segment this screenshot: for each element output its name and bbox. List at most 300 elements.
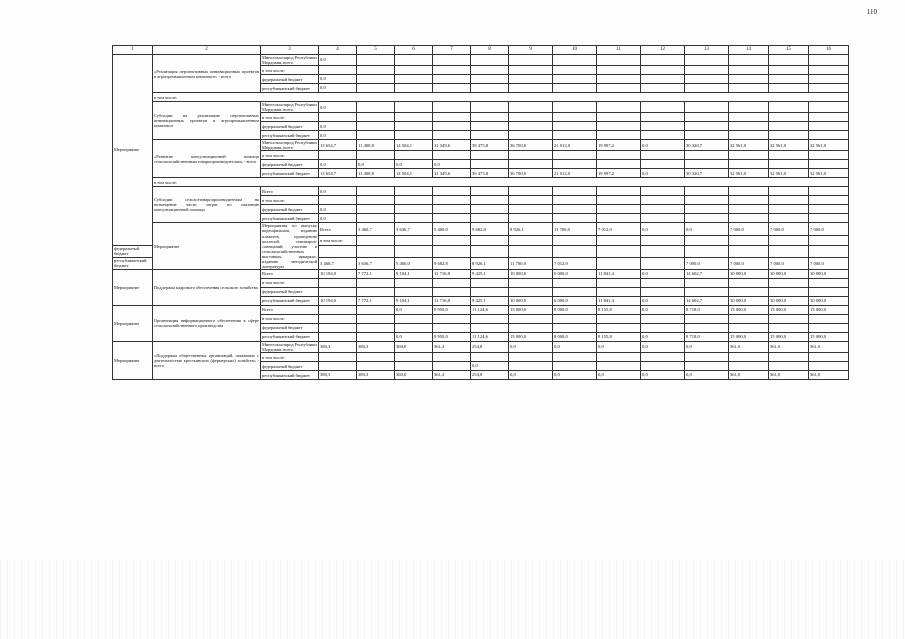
value-cell	[553, 287, 597, 296]
value-cell	[597, 113, 641, 122]
value-cell	[553, 278, 597, 287]
value-cell	[729, 362, 769, 371]
value-cell: 11 700,0	[509, 257, 553, 269]
value-cell	[729, 287, 769, 296]
value-cell	[685, 245, 729, 257]
value-cell	[433, 235, 471, 245]
table-row	[113, 223, 849, 236]
value-cell	[553, 122, 597, 131]
value-cell	[729, 245, 769, 257]
funding-source: Минсельхозпрод Республики Мордовия, всего	[262, 102, 317, 113]
value-cell	[357, 305, 395, 314]
value-cell	[509, 287, 553, 296]
value-cell: 11 124,6	[471, 332, 509, 341]
row-category: Мероприятие	[113, 341, 153, 379]
value-cell	[597, 187, 641, 196]
value-cell	[597, 314, 641, 323]
value-cell: 0,0	[685, 341, 729, 352]
value-cell	[471, 113, 509, 122]
funding-source: республиканский бюджет	[261, 84, 319, 93]
value-cell	[357, 55, 395, 66]
value-cell	[769, 235, 809, 245]
funding-source: республиканский бюджет	[113, 257, 153, 269]
value-cell: 9 104,1	[395, 269, 433, 278]
measure-name: Субсидии на реализацию перспективных инновационных проектов в агропромышленном комплексе	[153, 102, 261, 140]
value-cell	[641, 287, 685, 296]
value-cell	[357, 278, 395, 287]
value-cell	[809, 362, 849, 371]
value-cell	[553, 131, 597, 140]
value-cell	[553, 314, 597, 323]
funding-source: республиканский бюджет	[261, 169, 319, 178]
value-cell	[509, 214, 553, 223]
column-header: 7	[433, 46, 471, 55]
row-category: Мероприятие	[153, 223, 261, 270]
funding-source: республиканский бюджет	[261, 131, 319, 140]
value-cell: 7 000,0	[809, 223, 849, 236]
value-cell: 15 000,0	[729, 305, 769, 314]
value-cell	[471, 287, 509, 296]
funding-source: федеральный бюджет	[261, 287, 319, 296]
funding-source: Всего	[261, 187, 319, 196]
value-cell	[471, 75, 509, 84]
value-cell	[395, 214, 433, 223]
value-cell: 13 654,7	[319, 140, 357, 151]
value-cell	[641, 151, 685, 160]
value-cell	[809, 122, 849, 131]
value-cell	[471, 151, 509, 160]
value-cell	[433, 187, 471, 196]
value-cell: 254,8	[471, 341, 509, 352]
value-cell: 7 000,0	[809, 257, 849, 269]
value-cell: 0,0	[319, 55, 357, 66]
value-cell: 0,0	[641, 269, 685, 278]
funding-source: республиканский бюджет	[261, 296, 319, 305]
value-cell	[395, 205, 433, 214]
value-cell: 15 000,0	[729, 332, 769, 341]
value-cell	[685, 235, 729, 245]
measure-name: Мероприятия по выпуску видеофильмов, изданию плакатов, проведению коллегий, семинаров-совещаний, участию в сельскохозяйственных выставках, ярмарках, изданию методической литературы	[262, 223, 317, 269]
value-cell: 0,0	[641, 169, 685, 178]
value-cell: 10 000,0	[769, 296, 809, 305]
value-cell	[319, 332, 357, 341]
value-cell	[641, 84, 685, 93]
value-cell	[319, 66, 357, 75]
value-cell	[357, 287, 395, 296]
value-cell	[729, 102, 769, 113]
value-cell: 11 716,8	[433, 269, 471, 278]
value-cell	[319, 353, 357, 362]
value-cell	[553, 160, 597, 169]
value-cell	[597, 323, 641, 332]
value-cell	[769, 113, 809, 122]
value-cell	[809, 151, 849, 160]
value-cell	[685, 113, 729, 122]
value-cell: 30 320,7	[685, 169, 729, 178]
value-cell	[597, 278, 641, 287]
value-cell	[769, 55, 809, 66]
value-cell	[597, 122, 641, 131]
value-cell	[641, 75, 685, 84]
value-cell	[357, 314, 395, 323]
value-cell	[395, 122, 433, 131]
value-cell	[729, 314, 769, 323]
value-cell: 0,0	[553, 371, 597, 380]
value-cell: 7 012,0	[553, 257, 597, 269]
value-cell	[553, 75, 597, 84]
value-cell	[509, 362, 553, 371]
value-cell	[433, 75, 471, 84]
value-cell	[597, 353, 641, 362]
value-cell	[597, 160, 641, 169]
value-cell	[769, 151, 809, 160]
column-header: 11	[597, 46, 641, 55]
value-cell	[433, 113, 471, 122]
value-cell	[319, 287, 357, 296]
value-cell: 19 997,2	[597, 169, 641, 178]
value-cell: 9 425,1	[471, 269, 509, 278]
value-cell	[357, 102, 395, 113]
value-cell	[553, 214, 597, 223]
value-cell	[433, 55, 471, 66]
value-cell	[809, 84, 849, 93]
value-cell: 9 425,1	[471, 296, 509, 305]
value-cell	[553, 323, 597, 332]
value-cell	[509, 131, 553, 140]
value-cell	[641, 66, 685, 75]
column-header: 9	[509, 46, 553, 55]
value-cell: 8 718,0	[685, 305, 729, 314]
row-category: Мероприятие	[113, 269, 153, 305]
value-cell: 0,0	[641, 305, 685, 314]
value-cell	[809, 131, 849, 140]
value-cell	[509, 187, 553, 196]
value-cell	[641, 323, 685, 332]
value-cell: 7 000,0	[685, 257, 729, 269]
funding-source: в том числе:	[261, 314, 319, 323]
value-cell	[597, 66, 641, 75]
column-header: 8	[471, 46, 509, 55]
table-row	[113, 187, 849, 196]
value-cell	[471, 102, 509, 113]
value-cell: 360,0	[395, 341, 433, 352]
value-cell: 0,0	[641, 296, 685, 305]
value-cell	[433, 122, 471, 131]
value-cell: 11 408,8	[357, 140, 395, 151]
funding-source: в том числе:	[319, 235, 357, 245]
value-cell: 8 155,8	[597, 305, 641, 314]
value-cell	[509, 122, 553, 131]
value-cell	[685, 131, 729, 140]
value-cell	[357, 214, 395, 223]
value-cell	[685, 362, 729, 371]
value-cell	[395, 151, 433, 160]
funding-source: в том числе:	[261, 278, 319, 287]
value-cell: 0,0	[319, 131, 357, 140]
table-row	[113, 341, 849, 352]
value-cell	[433, 131, 471, 140]
value-cell: 0,0	[395, 305, 433, 314]
value-cell	[729, 113, 769, 122]
value-cell	[729, 122, 769, 131]
value-cell	[357, 187, 395, 196]
value-cell	[769, 102, 809, 113]
value-cell	[597, 131, 641, 140]
table-row	[113, 178, 849, 187]
column-header: 3	[261, 46, 319, 55]
value-cell	[553, 205, 597, 214]
value-cell	[553, 55, 597, 66]
value-cell: 14 504,1	[395, 140, 433, 151]
value-cell	[553, 151, 597, 160]
value-cell	[357, 353, 395, 362]
funding-source: Минсельхозпрод Республики Мордовия, всего	[262, 55, 317, 66]
value-cell: 380,3	[319, 371, 357, 380]
value-cell	[729, 66, 769, 75]
value-cell	[769, 314, 809, 323]
value-cell: 15 000,0	[769, 332, 809, 341]
value-cell: 10 000,0	[729, 269, 769, 278]
value-cell	[809, 278, 849, 287]
value-cell	[597, 102, 641, 113]
table-header-row	[113, 46, 849, 55]
value-cell: 361,4	[433, 371, 471, 380]
value-cell	[471, 323, 509, 332]
value-cell	[769, 66, 809, 75]
value-cell	[809, 353, 849, 362]
value-cell: 0,0	[319, 122, 357, 131]
value-cell	[471, 245, 509, 257]
value-cell	[319, 245, 357, 257]
value-cell: 7 772,1	[357, 269, 395, 278]
value-cell: 0,0	[641, 140, 685, 151]
value-cell	[685, 353, 729, 362]
value-cell	[357, 151, 395, 160]
value-cell: 3 460,7	[319, 257, 357, 269]
value-cell	[769, 362, 809, 371]
value-cell: 0,0	[319, 160, 357, 169]
value-cell	[357, 205, 395, 214]
value-cell	[729, 196, 769, 205]
funding-source: федеральный бюджет	[261, 323, 319, 332]
value-cell	[395, 278, 433, 287]
table-row	[113, 93, 849, 102]
value-cell	[471, 55, 509, 66]
value-cell	[809, 214, 849, 223]
value-cell: 0,0	[319, 75, 357, 84]
value-cell	[729, 187, 769, 196]
column-header: 4	[319, 46, 357, 55]
measure-name: «Развитие консультационной помощи сельскохозяйственным товаропроизводителям» - всего	[153, 140, 261, 178]
value-cell: 8 718,0	[685, 332, 729, 341]
measure-name: Поддержка кадрового обеспечения сельского хозяйства	[153, 269, 261, 305]
value-cell: 380,3	[357, 371, 395, 380]
value-cell: 7 000,0	[729, 223, 769, 236]
value-cell	[729, 160, 769, 169]
value-cell: 7 000,0	[769, 257, 809, 269]
value-cell	[509, 245, 553, 257]
value-cell	[553, 235, 597, 245]
column-header: 12	[641, 46, 685, 55]
value-cell: 0,0	[395, 160, 433, 169]
value-cell: 0,0	[395, 332, 433, 341]
value-cell: 8 926,1	[509, 223, 553, 236]
value-cell: 13 654,7	[319, 169, 357, 178]
value-cell	[509, 55, 553, 66]
value-cell	[433, 84, 471, 93]
funding-source: в том числе:	[261, 113, 319, 122]
row-category: в том числе:	[153, 93, 849, 102]
value-cell	[597, 151, 641, 160]
value-cell	[641, 196, 685, 205]
value-cell	[641, 353, 685, 362]
funding-source: федеральный бюджет	[261, 75, 319, 84]
value-cell: 361,0	[809, 341, 849, 352]
value-cell: 32 561,0	[809, 140, 849, 151]
value-cell	[509, 84, 553, 93]
value-cell	[729, 205, 769, 214]
value-cell: 36 700,0	[509, 140, 553, 151]
value-cell: 21 012,0	[553, 169, 597, 178]
value-cell	[395, 113, 433, 122]
value-cell	[641, 278, 685, 287]
funding-source: Всего	[261, 269, 319, 278]
value-cell	[553, 187, 597, 196]
value-cell: 10 000,0	[809, 296, 849, 305]
value-cell	[685, 205, 729, 214]
value-cell	[685, 84, 729, 93]
value-cell	[553, 113, 597, 122]
value-cell	[319, 278, 357, 287]
table-row	[113, 305, 849, 314]
value-cell	[809, 113, 849, 122]
value-cell	[357, 84, 395, 93]
funding-source: в том числе:	[261, 196, 319, 205]
funding-source: Всего	[319, 223, 357, 236]
value-cell	[597, 55, 641, 66]
value-cell	[769, 353, 809, 362]
value-cell	[471, 84, 509, 93]
value-cell: 11 124,6	[471, 305, 509, 314]
value-cell: 15 000,0	[509, 332, 553, 341]
value-cell	[395, 102, 433, 113]
value-cell: 0,0	[641, 371, 685, 380]
value-cell	[729, 214, 769, 223]
value-cell	[553, 102, 597, 113]
value-cell	[471, 278, 509, 287]
column-header: 14	[729, 46, 769, 55]
value-cell	[471, 214, 509, 223]
measure-name: «Поддержка общественных организаций, связанных с деятельностью крестьянских (фермерских) хозяйств» - всего	[153, 341, 261, 379]
value-cell	[509, 102, 553, 113]
value-cell: 0,0	[597, 341, 641, 352]
value-cell	[357, 332, 395, 341]
value-cell	[809, 55, 849, 66]
value-cell	[641, 160, 685, 169]
value-cell: 8 155,8	[597, 332, 641, 341]
value-cell: 31 349,6	[433, 140, 471, 151]
value-cell	[809, 102, 849, 113]
row-category: в том числе:	[153, 178, 849, 187]
value-cell	[395, 196, 433, 205]
value-cell	[553, 353, 597, 362]
value-cell: 31 349,6	[433, 169, 471, 178]
value-cell	[395, 314, 433, 323]
value-cell	[729, 55, 769, 66]
value-cell	[641, 314, 685, 323]
value-cell: 32 561,0	[729, 169, 769, 178]
value-cell	[433, 66, 471, 75]
funding-source: федеральный бюджет	[261, 160, 319, 169]
column-header: 1	[113, 46, 153, 55]
value-cell	[395, 66, 433, 75]
value-cell	[809, 235, 849, 245]
value-cell: 0,0	[319, 214, 357, 223]
value-cell: 0,0	[509, 341, 553, 352]
value-cell	[729, 235, 769, 245]
value-cell	[685, 314, 729, 323]
value-cell: 14 602,7	[685, 269, 729, 278]
row-category: Мероприятие	[113, 55, 153, 246]
value-cell	[433, 196, 471, 205]
value-cell: 15 000,0	[769, 305, 809, 314]
value-cell	[471, 122, 509, 131]
value-cell	[769, 214, 809, 223]
value-cell	[509, 113, 553, 122]
column-header: 15	[769, 46, 809, 55]
value-cell	[597, 214, 641, 223]
value-cell: 3 460,7	[357, 223, 395, 236]
value-cell: 7 000,0	[769, 223, 809, 236]
value-cell	[685, 278, 729, 287]
value-cell: 14 504,1	[395, 169, 433, 178]
value-cell	[769, 122, 809, 131]
value-cell	[471, 196, 509, 205]
value-cell	[395, 84, 433, 93]
value-cell	[395, 131, 433, 140]
value-cell	[509, 160, 553, 169]
value-cell	[395, 353, 433, 362]
value-cell	[641, 113, 685, 122]
value-cell	[729, 151, 769, 160]
value-cell	[729, 84, 769, 93]
value-cell: 254,8	[471, 371, 509, 380]
value-cell: 11 841,4	[597, 269, 641, 278]
value-cell	[597, 235, 641, 245]
value-cell	[553, 66, 597, 75]
table-row	[113, 140, 849, 151]
value-cell	[809, 314, 849, 323]
value-cell	[769, 160, 809, 169]
value-cell	[319, 113, 357, 122]
value-cell	[769, 205, 809, 214]
value-cell: 10 000,0	[809, 269, 849, 278]
value-cell	[641, 131, 685, 140]
value-cell	[553, 84, 597, 93]
value-cell: 0,0	[509, 371, 553, 380]
value-cell: 10 194,0	[319, 296, 357, 305]
column-header: 5	[357, 46, 395, 55]
value-cell: 0,0	[553, 341, 597, 352]
value-cell: 0,0	[319, 205, 357, 214]
value-cell	[597, 75, 641, 84]
value-cell: 15 000,0	[809, 332, 849, 341]
value-cell	[769, 131, 809, 140]
value-cell	[395, 75, 433, 84]
value-cell	[395, 235, 433, 245]
value-cell	[433, 353, 471, 362]
value-cell: 32 561,0	[729, 140, 769, 151]
